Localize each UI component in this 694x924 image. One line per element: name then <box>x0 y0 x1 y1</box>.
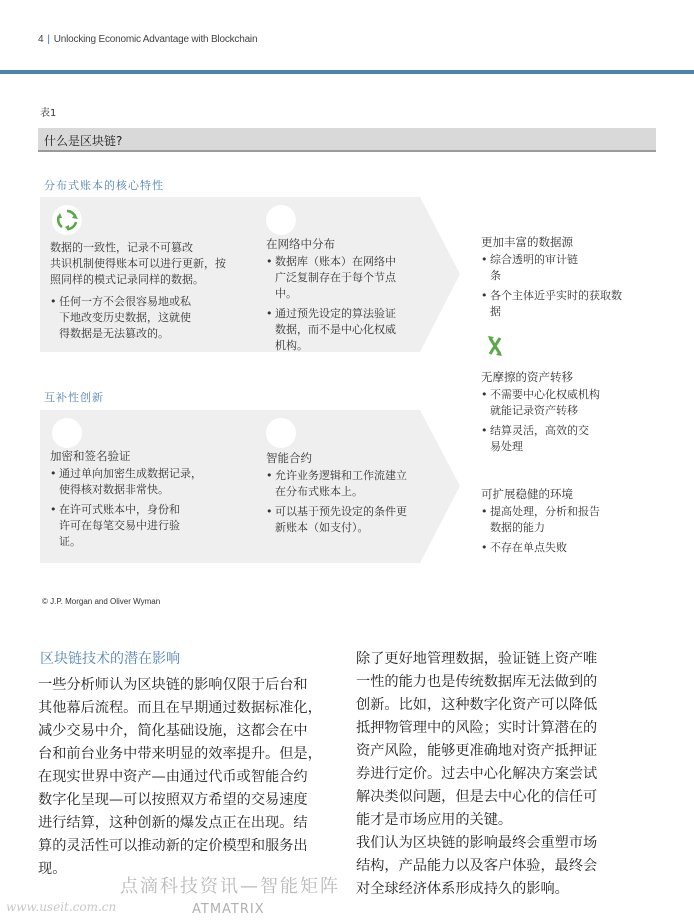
bullet-item: • 结算灵活，高效的交 易处理 <box>481 423 671 455</box>
card-title: 在网络中分布 <box>266 237 335 251</box>
card-crypto-signature <box>50 448 256 554</box>
bullet-item: • 通过单向加密生成数据记录， 使得核对数据非常快。 <box>50 466 256 498</box>
watermark-en: ATMATRIX <box>192 902 265 917</box>
section-title-complementary: 互补性创新 <box>44 391 104 404</box>
card-intro-line: 共识机制使得账本可以进行更新，按 <box>50 257 226 270</box>
bullet-item: • 综合透明的审计链 条 <box>481 252 671 284</box>
card-title: 加密和签名验证 <box>50 449 131 463</box>
bullet-item: • 各个主体近乎实时的获取数 据 <box>481 288 671 320</box>
placeholder-icon-distributed <box>266 205 296 235</box>
watermark-cn: 点滴科技资讯—智能矩阵 <box>120 876 340 897</box>
bullet-item: • 允许业务逻辑和工作流建立 在分布式账本上。 <box>266 468 452 500</box>
card-title: 更加丰富的数据源 <box>481 235 573 249</box>
bullet-item: • 数据库（账本）在网络中 广泛复制存在于每个节点 中。 <box>266 254 446 302</box>
card-intro-line: 照同样的模式记录同样的数据。 <box>50 273 204 286</box>
watermark-url: www.useit.com.cn <box>6 900 117 914</box>
card-richer-data <box>481 234 671 324</box>
body-left-column: 一些分析师认为区块链的影响仅限于后台和 其他幕后流程。而且在早期通过数据标准化， 减少交易中介，简化基础设施，这都会在中 台和前台业务中带来明显的效率提升。但是， 在现实世界中资产—由通过代币或智能合约 数字化呈现—可以按照双方希望的交易速度 进行结算，这种创新的爆发点正在出现。结 算的灵活性可以推动新的定价模型和服务出 现。 <box>38 677 322 877</box>
table-banner-title: 什么是区块链? <box>44 134 123 148</box>
placeholder-icon-smart-contract <box>266 418 296 448</box>
card-title: 无摩擦的资产转移 <box>481 370 573 384</box>
section-title-core-features: 分布式账本的核心特性 <box>44 179 164 192</box>
card-title: 可扩展稳健的环境 <box>481 487 573 501</box>
card-scalable-environment <box>481 486 671 560</box>
card-intro-line: 数据的一致性，记录不可篡改 <box>50 241 193 254</box>
document-title: Unlocking Economic Advantage with Blockchain <box>53 34 258 45</box>
section-heading-impact: 区块链技术的潜在影响 <box>40 651 180 667</box>
bullet-item: • 不存在单点失败 <box>481 540 671 556</box>
header-separator: | <box>47 34 50 45</box>
bullet-item: • 不需要中心化权威机构 就能记录资产转移 <box>481 387 671 419</box>
card-smart-contract <box>266 450 452 540</box>
card-frictionless-transfer <box>481 369 671 459</box>
card-data-consistency <box>50 240 256 346</box>
page-number: 4 <box>38 34 44 45</box>
card-title: 智能合约 <box>266 451 312 465</box>
table-label: 表1 <box>40 108 57 119</box>
bullet-item: • 任何一方不会很容易地或私 下地改变历史数据，这就使 得数据是无法篡改的。 <box>50 294 256 342</box>
copyright-note: © J.P. Morgan and Oliver Wyman <box>42 597 161 606</box>
exchange-arrows-glyph <box>486 335 504 357</box>
bullet-item: • 提高处理，分析和报告 数据的能力 <box>481 504 671 536</box>
bullet-item: • 可以基于预先设定的条件更 新账本（如支付）。 <box>266 504 452 536</box>
card-distributed-network <box>266 236 446 358</box>
placeholder-icon-crypto <box>52 418 82 448</box>
recycle-icon-glyph <box>52 205 82 235</box>
bullet-item: • 在许可式账本中，身份和 许可在每笔交易中进行验 证。 <box>50 502 256 550</box>
recycle-icon <box>52 205 82 235</box>
exchange-arrows-icon <box>486 335 504 361</box>
body-right-column: 除了更好地管理数据，验证链上资产唯 一性的能力也是传统数据库无法做到的 创新。比如，这种数字化资产可以降低 抵押物管理中的风险；实时计算潜在的 资产风险，能够更准确地对资产抵押证 券进行定价。过去中心化解决方案尝试 解决类似问题，但是去中心化的信任可 能才是市场应用的关键。 我们认为区块链的影响最终会重塑市场 结构，产品能力以及客户体验，最终会 对全球经济体系形成持久的影响。 <box>356 651 598 897</box>
bullet-item: • 通过预先设定的算法验证 数据，而不是中心化权威 机构。 <box>266 306 446 354</box>
